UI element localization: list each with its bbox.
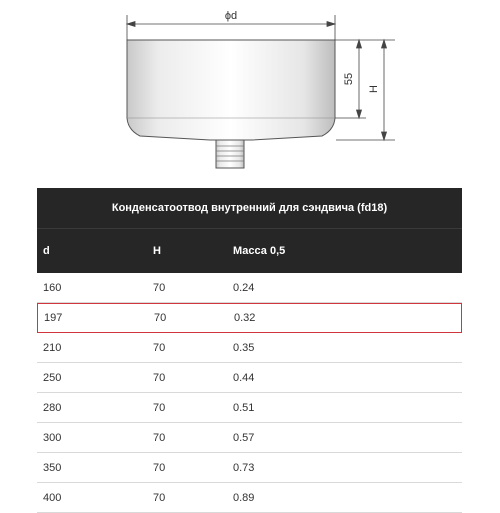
cell-mass: 0.89 bbox=[233, 491, 255, 504]
cell-h: 70 bbox=[153, 431, 166, 444]
cell-d: 197 bbox=[44, 312, 63, 324]
table-title: Конденсатоотвод внутренний для сэндвича (fd18) bbox=[37, 188, 462, 228]
cell-h: 70 bbox=[153, 371, 166, 384]
table-row bbox=[37, 453, 462, 483]
cell-d: 250 bbox=[43, 371, 62, 384]
specs-table bbox=[37, 188, 462, 513]
dimension-55-label: 55 bbox=[343, 72, 355, 86]
cell-h: 70 bbox=[153, 401, 166, 414]
table-row bbox=[37, 393, 462, 423]
cell-h: 70 bbox=[153, 461, 166, 474]
table-row bbox=[37, 363, 462, 393]
cell-h: 70 bbox=[153, 281, 166, 294]
header-d: d bbox=[43, 245, 50, 257]
cell-mass: 0.57 bbox=[233, 431, 255, 444]
cup-body bbox=[127, 40, 335, 140]
table-row bbox=[37, 423, 462, 453]
cell-d: 210 bbox=[43, 341, 62, 354]
dimension-h-label: H bbox=[368, 85, 380, 93]
cell-d: 280 bbox=[43, 401, 62, 414]
table-row bbox=[37, 483, 462, 513]
header-h: H bbox=[153, 245, 161, 257]
table-row-highlighted bbox=[37, 303, 462, 333]
drain-nipple bbox=[216, 140, 244, 168]
cell-d: 160 bbox=[43, 281, 62, 294]
cell-mass: 0.73 bbox=[233, 461, 255, 474]
cell-mass: 0.35 bbox=[233, 341, 255, 354]
header-mass: Масса 0,5 bbox=[233, 245, 286, 257]
cell-mass: 0.32 bbox=[234, 312, 256, 324]
cell-d: 400 bbox=[43, 491, 62, 504]
cell-h: 70 bbox=[154, 312, 167, 324]
cell-d: 300 bbox=[43, 431, 62, 444]
table-row bbox=[37, 333, 462, 363]
table-header-row bbox=[37, 228, 462, 273]
cell-mass: 0.51 bbox=[233, 401, 255, 414]
cell-h: 70 bbox=[153, 341, 166, 354]
technical-drawing bbox=[0, 0, 500, 185]
cell-d: 350 bbox=[43, 461, 62, 474]
table-row bbox=[37, 273, 462, 303]
cell-h: 70 bbox=[153, 491, 166, 504]
cell-mass: 0.24 bbox=[233, 281, 255, 294]
cell-mass: 0.44 bbox=[233, 371, 255, 384]
dimension-d-label: ϕd bbox=[224, 10, 238, 22]
dimension-h bbox=[336, 40, 395, 140]
